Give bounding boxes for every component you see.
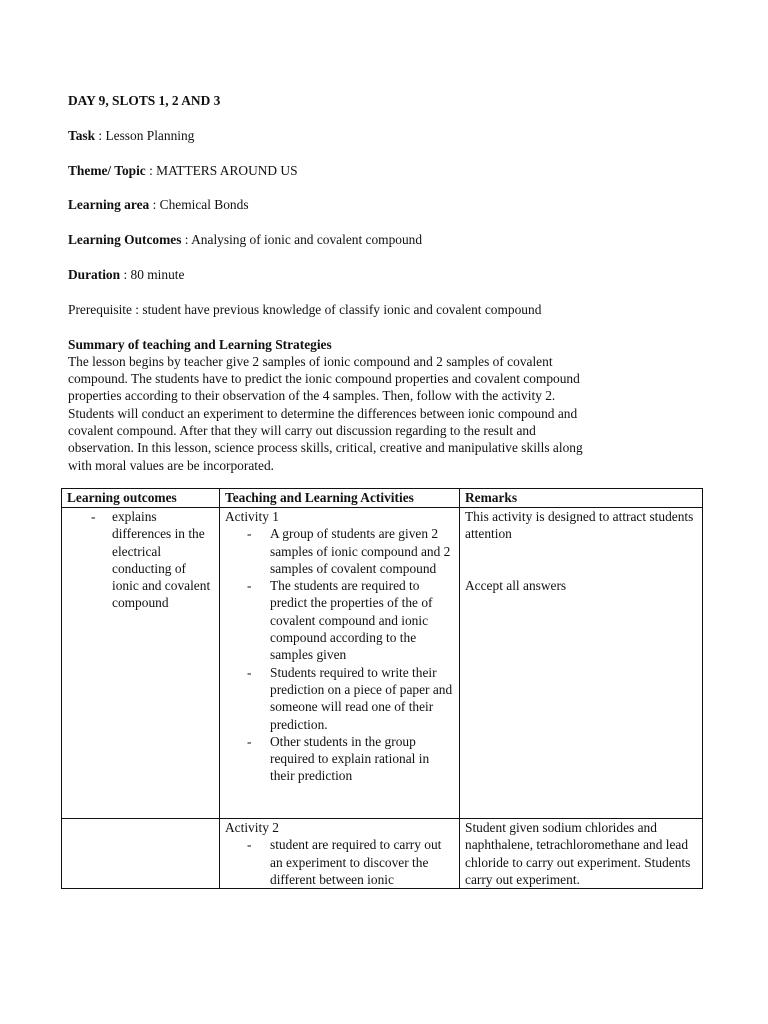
- summary-line: with moral values are be incorporated.: [68, 457, 274, 473]
- remarks-cell: [460, 819, 703, 889]
- duration-label: Duration: [68, 266, 121, 282]
- list-item: - student are required to carry out an experiment to discover the different between ionic: [225, 836, 454, 888]
- duration-field: [68, 266, 708, 283]
- page-title: DAY 9, SLOTS 1, 2 AND 3: [68, 93, 221, 108]
- document-body: [68, 92, 708, 474]
- list-item: - The students are required to predict the properties of the of covalent compound and ionic compound according to the samples given: [225, 577, 454, 663]
- learning-outcomes-field: [68, 231, 708, 248]
- lesson-plan-table: [61, 488, 703, 889]
- theme-value: : MATTERS AROUND US: [145, 162, 298, 178]
- learning-area-field: [68, 196, 708, 213]
- activity-list: [225, 525, 454, 784]
- remark-text: This activity is designed to attract students attention: [465, 509, 694, 542]
- header-activities: Teaching and Learning Activities: [220, 489, 460, 508]
- summary-line: observation. In this lesson, science process skills, critical, creative and manipulative skills along: [68, 440, 583, 456]
- activity-cell: [220, 819, 460, 889]
- learning-area-value: : Chemical Bonds: [149, 197, 249, 213]
- header-learning-outcomes: Learning outcomes: [62, 489, 220, 508]
- list-item: - explains differences in the electrical conducting of ionic and covalent compound: [67, 508, 214, 612]
- remark-text: Accept all answers: [465, 578, 567, 594]
- outcome-list: [67, 508, 214, 612]
- list-item: - Other students in the group required to explain rational in their prediction: [225, 733, 454, 785]
- theme-label: Theme/ Topic: [68, 162, 146, 178]
- summary-line: The lesson begins by teacher give 2 samples of ionic compound and 2 samples of covalent: [68, 353, 553, 369]
- header-remarks: Remarks: [460, 489, 703, 508]
- table-header-row: [62, 489, 703, 508]
- activity-title: Activity 2: [225, 820, 279, 835]
- table-row: [62, 819, 703, 889]
- summary-line: covalent compound. After that they will carry out discussion regarding to the result and: [68, 423, 536, 439]
- duration-value: : 80 minute: [120, 266, 185, 282]
- summary-section: [68, 336, 708, 474]
- summary-line: properties according to their observation of the 4 samples. Then, follow with the activity 2.: [68, 388, 556, 404]
- theme-field: [68, 162, 708, 179]
- prerequisite-field: Prerequisite : student have previous knowledge of classify ionic and covalent compound: [68, 301, 542, 317]
- learning-outcomes-value: : Analysing of ionic and covalent compound: [181, 232, 423, 248]
- list-item: - A group of students are given 2 samples of ionic compound and 2 samples of covalent compound: [225, 525, 454, 577]
- learning-outcomes-label: Learning Outcomes: [68, 232, 182, 248]
- outcome-cell: [62, 508, 220, 819]
- summary-line: compound. The students have to predict the ionic compound properties and covalent compound: [68, 371, 580, 387]
- activity-list: [225, 836, 454, 888]
- table-row: [62, 508, 703, 819]
- remarks-cell: [460, 508, 703, 819]
- activity-title: Activity 1: [225, 509, 279, 524]
- remark-text: Student given sodium chlorides and naphthalene, tetrachloromethane and lead chloride to carry out experiment. Students carry out experiment.: [465, 820, 691, 887]
- summary-title: Summary of teaching and Learning Strategies: [68, 336, 332, 352]
- task-label: Task: [68, 127, 96, 143]
- activity-cell: [220, 508, 460, 819]
- task-value: : Lesson Planning: [95, 127, 195, 143]
- task-field: [68, 127, 708, 144]
- list-item: - Students required to write their prediction on a piece of paper and someone will read one of their prediction.: [225, 664, 454, 733]
- learning-area-label: Learning area: [68, 197, 150, 213]
- outcome-cell: [62, 819, 220, 889]
- summary-line: Students will conduct an experiment to determine the differences between ionic compound and: [68, 405, 578, 421]
